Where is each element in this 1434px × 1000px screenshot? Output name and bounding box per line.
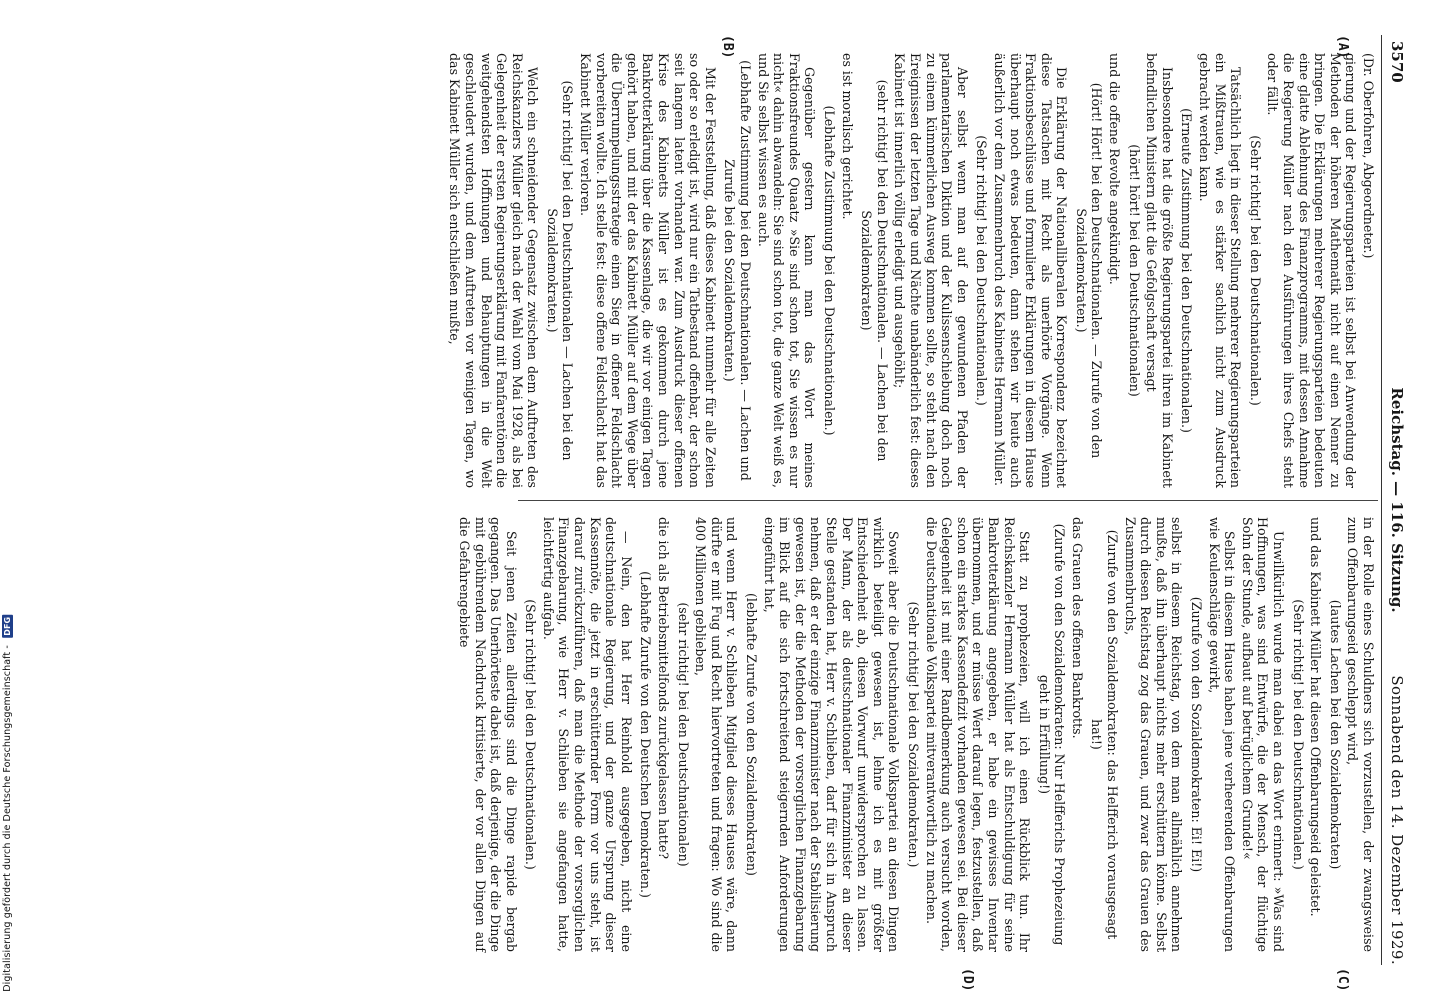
- speech-paragraph: Seit jenen Zeiten allerdings sind die Dinge rapide bergab gegangen. Das Unerhörteste dabei ist, daß derjenige, der die Dinge mit gebührendem Nachdruck kritisierte, der vor allen Dingen auf die Gefahrengebiete: [456, 517, 519, 952]
- speech-paragraph: Soweit aber die Deutschnationale Volkspartei an diesen Dingen wirklich beteiligt gewesen ist, lehne ich es mit größter Entschiedenheit ab, diesen Vorwurf unwidersprochen zu lassen. Der Mann, der als deutschnationaler Finanzminister an dieser Stelle gestanden hat, Herr v. Schlieben, darf für sich in Anspruch nehmen, daß er der einzige Finanzminister nach der Stabilisierung gewesen ist, der die Methoden der vorsorglichen Finanzgebarung im Blick auf die sich fortschreitend steigernden Anforderungen eingeführt hat,: [761, 517, 902, 952]
- speech-paragraph: (Dr. Oberfohren, Abgeordneter.): [1361, 53, 1376, 259]
- interjection: (Sehr richtig! bei den Deutschnationalen.): [974, 135, 990, 406]
- interjection: (Sehr richtig! bei den Deutschnationalen.): [1247, 135, 1263, 406]
- speech-paragraph: Statt zu prophezeien, will ich einen Rückblick tun. Ihr Reichskanzler Hermann Müller hat als Entschuldigung für seine Bankrotterklärung angegeben, er habe ein gewisses Inventar übernommen, und er müsse Wert darauf legen, festzustellen, daß schon ein starkes Kassendefizit vorhanden gewesen sei. Bei dieser Gelegenheit ist mit einer Randbemerkung auch versucht worden, die Deutschnationale Volkspartei mitverantwortlich zu machen.: [923, 517, 1033, 952]
- speech-paragraph: — Nein, den hat Herr Reinhold ausgegeben, nicht eine deutschnationale Regierung, und der ganze Ursprung dieser Kassennöte, die jetzt in erschütternder Form vor uns steht, ist darauf zurückzuführen, daß man die Methode der vorsorglichen Finanzgebarung, wie Herr v. Schlieben sie angefangen hatte, leichtfertig aufgab.: [540, 517, 634, 952]
- speech-paragraph: Insbesondere hat die größte Regierungspartei ihren im Kabinett befindlichen Ministern glatt die Gefolgschaft versagt: [1144, 53, 1175, 488]
- left-column: [445, 53, 1376, 488]
- interjection: (Hört! Hört! bei den Deutschnationalen. — Zurufe von den Sozialdemokraten.): [1073, 82, 1105, 459]
- interjection: (hört! hört! bei den Deutschnationalen): [1126, 144, 1142, 397]
- interjection: (Sehr richtig! bei den Deutschnationalen — Lachen bei den Sozialdemokraten.): [544, 80, 576, 461]
- margin-mark-b: (B): [720, 35, 735, 59]
- header-rule: [1381, 35, 1382, 965]
- speech-paragraph: Unwillkürlich wurde man dabei an das Wort erinnert: »Was sind Hoffnungen, was sind Entwürfe, die der Mensch, der flüchtige Sohn der Stunde, aufbaut auf betrüglichem Grunde!«: [1239, 517, 1287, 952]
- margin-mark-c: (C): [1335, 968, 1350, 992]
- credit-text: Digitalisierung gefördert durch die Deutsche Forschungsgemeinschaft -: [2, 645, 13, 992]
- page-header: [1382, 35, 1406, 965]
- page-number: 3570: [1388, 41, 1406, 83]
- speech-paragraph: und die offene Revolte angekündigt.: [1107, 53, 1123, 285]
- interjection: (sehr richtig! bei den Deutschnationalen. — Lachen bei den Sozialdemokraten): [859, 79, 890, 462]
- speech-paragraph: Die Erklärung der Nationalliberalen Korrespondenz bezeichnet diese Tatsachen mit Recht als unerhörte Vorgänge. Wenn Fraktionsbeschlüsse und formulierte Erklärungen in diesem Hause überhaupt noch etwas bedeuten, dann stehen wir heute auch äußerlich vor dem Zusammenbruch des Kabinetts Hermann Müller.: [991, 53, 1070, 488]
- interjection: (Zurufe von den Sozialdemokraten: Ei! Ei!): [1189, 596, 1205, 873]
- interjection: (lautes Lachen bei den Sozialdemokraten): [1327, 599, 1343, 870]
- interjection: (Lebhafte Zustimmung bei den Deutschnationalen. — Lachen und Zurufe bei den Sozialdemokraten.): [722, 60, 754, 481]
- speech-paragraph: das Grauen des offenen Bankrotts.: [1069, 517, 1085, 739]
- speech-paragraph: gierung und der Regierungsparteien ist selbst bei Anwendung der Methoden der höheren Mathematik nicht auf einen Nenner zu bringen. Die Erklärungen mehrerer Regierungsparteien bedeuten eine glatte Ablehnung des Finanzprogramms, mit dessen Annahme die Regierung Müller nach den Ausführungen ihres Chefs steht oder fällt.: [1265, 53, 1359, 488]
- interjection: (Sehr richtig! bei den Deutschnationalen.): [1290, 599, 1306, 870]
- speech-paragraph: Tatsächlich liegt in dieser Stellung mehrerer Regierungsparteien ein Mißtrauen, wie es stärker sachlich nicht zum Ausdruck gebracht werden kann.: [1197, 53, 1244, 488]
- speech-paragraph: es ist moralisch gerichtet.: [839, 53, 855, 220]
- running-head: Reichstag. — 116. Sitzung.: [1388, 387, 1406, 613]
- speech-paragraph: und wenn Herr v. Schlieben Mitglied dieses Hauses wäre, dann dürfte er mit Fug und Recht hiervortreten und fragen: Wo sind die 400 Millionen geblieben,: [693, 517, 740, 952]
- speech-paragraph: Gegenüber gestern kann man das Wort meines Fraktionsfreundes Quaatz »Sie sind schon tot, Sie wissen es nur nicht« dahin abwandeln: Sie sind schon tot, die ganze Welt weiß es, und Sie selbst wissen es auch.: [755, 53, 818, 488]
- session-date: Sonnabend den 14. Dezember 1929.: [1388, 675, 1406, 965]
- interjection: (Zurufe von den Sozialdemokraten: das Helfferich vorausgesagt hat!): [1089, 529, 1121, 940]
- speech-paragraph: die ich als Betriebsmittelfonds zurückgelassen hatte?: [656, 517, 672, 860]
- speech-paragraph: selbst in diesem Reichstag, von dem man allmählich annehmen mußte, daß ihn überhaupt nichts mehr erschüttern könne. Selbst durch diesen Reichstag zog das Grauen, und zwar das Grauen des Zusammenbruchs,: [1122, 517, 1185, 952]
- interjection: (Lebhafte Zurufe von den Deutschen Demokraten.): [638, 571, 654, 898]
- margin-mark-a: (A): [1335, 35, 1350, 59]
- interjection: (sehr richtig! bei den Deutschnationalen): [675, 602, 691, 867]
- speech-paragraph: Welch ein schneidender Gegensatz zwischen dem Auftreten des Reichskanzlers Müller gleich nach der Wahl vom Mai 1928, als bei Gelegenheit der ersten Regierungserklärung mit Fanfarentönen die weitgehendsten Hoffnungen und Behauptungen in die Welt geschleudert wurden, und dem Auftreten vor wenigen Tagen, wo das Kabinett Müller sich entschließen mußte,: [447, 53, 541, 488]
- interjection: (Zurufe von den Sozialdemokraten: Nur Helfferichs Prophezeiung geht in Erfüllung!): [1036, 523, 1068, 946]
- speech-paragraph: und das Kabinett Müller hat diesen Offenbarungseid geleistet.: [1308, 517, 1324, 917]
- speech-paragraph: Selbst in diesem Hause haben jene verheerenden Offenbarungen wie Keulenschläge gewirkt,: [1206, 517, 1238, 952]
- interjection: (Sehr richtig! bei den Sozialdemokraten.): [905, 601, 921, 868]
- margin-mark-d: (D): [960, 968, 975, 992]
- speech-paragraph: Mit der Feststellung, daß dieses Kabinett nunmehr für alle Zeiten so oder so erledigt ist, wird nur ein Tatbestand offenbar, der schon seit langem latent vorhanden war. Zum Ausdruck dieser offenen Krise des Kabinetts Müller ist es gekommen durch jene Bankrotterklärung über die Kassenlage, die wir vor einigen Tagen gehört haben, und mit der das Kabinett Müller auf dem Wege über die Überrumpelungsstrategie einen Sieg in offener Feldschlacht vorbereiten wollte. Ich stelle fest: diese offene Feldschlacht hat das Kabinett Müller verloren.: [578, 53, 718, 489]
- interjection: (Erneute Zustimmung bei den Deutschnationalen.): [1179, 108, 1195, 433]
- interjection: (Sehr richtig! bei den Deutschnationalen.): [523, 599, 539, 870]
- interjection: (lebhafte Zurufe von den Sozialdemokraten): [744, 593, 760, 876]
- scanned-page: [10, 5, 1420, 995]
- speech-paragraph: in der Rolle eines Schuldners sich vorzustellen, der zwangsweise zum Offenbarungseid geschleppt wird,: [1345, 517, 1376, 952]
- dfg-logo: DFG: [3, 617, 12, 637]
- right-column: [454, 517, 1376, 952]
- column-rule: [518, 500, 1378, 501]
- speech-paragraph: Aber selbst wenn man auf den gewundenen Pfaden der parlamentarischen Diktion und der Kulissenschiebung doch noch zu einem kümmerlichen Ausweg kommen sollte, so steht nach den Ereignissen der letzten Tage und Nächte unabänderlich fest: dieses Kabinett ist innerlich völlig erledigt und ausgehöhlt;: [892, 53, 970, 488]
- interjection: (Lebhafte Zustimmung bei den Deutschnationalen.): [822, 105, 837, 436]
